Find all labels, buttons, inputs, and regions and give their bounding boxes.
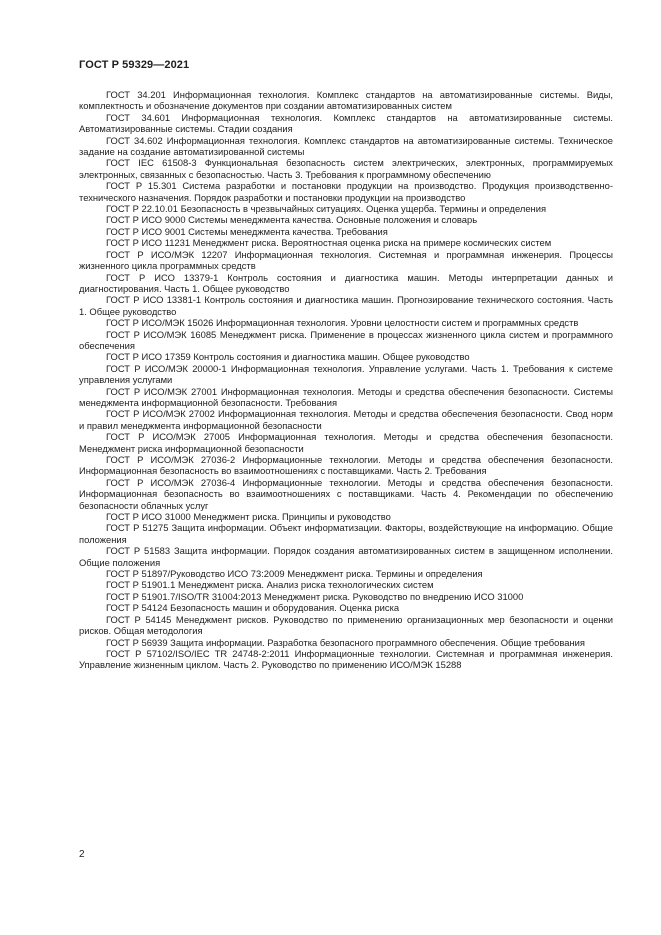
reference-entry: ГОСТ IEC 61508-3 Функциональная безопасность систем электрических, электронных, программируемых электронных, связанных с безопасностью. Часть 3. Требования к программному обеспечению xyxy=(79,157,613,180)
standard-designation: ГОСТ Р 59329—2021 xyxy=(79,59,190,71)
reference-entry: ГОСТ Р ИСО/МЭК 27036-2 Информационные технологии. Методы и средства обеспечения безопасности. Информационная безопасность во взаимоотношениях с поставщиками. Часть 2. Требования xyxy=(79,454,613,477)
reference-entry: ГОСТ 34.201 Информационная технология. Комплекс стандартов на автоматизированные системы. Виды, комплектность и обозначение документов при создании автоматизированных систем xyxy=(79,89,613,112)
reference-entry: ГОСТ Р ИСО 31000 Менеджмент риска. Принципы и руководство xyxy=(106,511,391,523)
reference-entry: ГОСТ Р ИСО 9000 Системы менеджмента качества. Основные положения и словарь xyxy=(106,214,478,226)
reference-entry: ГОСТ Р ИСО/МЭК 16085 Менеджмент риска. Применение в процессах жизненного цикла систем и программного обеспечения xyxy=(79,328,613,351)
reference-entry: ГОСТ Р 15.301 Система разработки и постановки продукции на производство. Продукция производственно-технического назначения. Порядок разработки и постановки продукции на производство xyxy=(79,180,613,203)
reference-entry: ГОСТ Р ИСО 13381-1 Контроль состояния и диагностика машин. Прогнозирование технического состояния. Часть 1. Общее руководство xyxy=(79,294,613,317)
reference-entry: ГОСТ Р ИСО/МЭК 12207 Информационная технология. Системная и программная инженерия. Процессы жизненного цикла программных средств xyxy=(79,248,613,272)
reference-entry: ГОСТ Р 51897/Руководство ИСО 73:2009 Менеджмент риска. Термины и определения xyxy=(106,568,483,580)
reference-entry: ГОСТ 34.601 Информационная технология. Комплекс стандартов на автоматизированные системы. Автоматизированные системы. Стадии создания xyxy=(79,111,613,135)
reference-entry: ГОСТ Р 51901.7/ISO/TR 31004:2013 Менеджмент риска. Руководство по внедрению ИСО 31000 xyxy=(106,590,524,602)
reference-entry: ГОСТ Р 54145 Менеджмент рисков. Руководство по применению организационных мер безопасности и оценки рисков. Общая методология xyxy=(79,613,613,637)
reference-entry: ГОСТ Р 51901.1 Менеджмент риска. Анализ риска технологических систем xyxy=(106,579,434,591)
reference-entry: ГОСТ Р ИСО/МЭК 20000-1 Информационная технология. Управление услугами. Часть 1. Требования к системе управления услугами xyxy=(79,362,613,386)
reference-entry: ГОСТ Р ИСО/МЭК 27002 Информационная технология. Методы и средства обеспечения безопасности. Свод норм и правил менеджмента информационной безопасности xyxy=(79,408,613,431)
normative-references-list xyxy=(79,89,613,671)
reference-entry: ГОСТ Р ИСО/МЭК 27005 Информационная технология. Методы и средства обеспечения безопасности. Менеджмент риска информационной безопасности xyxy=(79,431,613,454)
reference-entry: ГОСТ 34.602 Информационная технология. Комплекс стандартов на автоматизированные системы. Техническое задание на создание автоматизированной системы xyxy=(79,134,613,158)
reference-entry: ГОСТ Р 51583 Защита информации. Порядок создания автоматизированных систем в защищенном исполнении. Общие положения xyxy=(79,545,613,568)
reference-entry: ГОСТ Р ИСО/МЭК 27036-4 Информационные технологии. Методы и средства обеспечения безопасности. Информационная безопасность во взаимоотношениях с поставщиками. Часть 4. Рекомендации по обеспечению безопасности облачных услуг xyxy=(79,476,613,511)
page-number: 2 xyxy=(79,849,85,860)
reference-entry: ГОСТ Р 57102/ISO/IEC TR 24748-2:2011 Информационные технологии. Системная и программная инженерия. Управление жизненным циклом. Часть 2. Руководство по применению ИСО/МЭК 15288 xyxy=(79,647,613,671)
reference-entry: ГОСТ Р ИСО 17359 Контроль состояния и диагностика машин. Общее руководство xyxy=(106,351,470,363)
reference-entry: ГОСТ Р 51275 Защита информации. Объект информатизации. Факторы, воздействующие на информацию. Общие положения xyxy=(79,522,613,545)
reference-entry: ГОСТ Р 54124 Безопасность машин и оборудования. Оценка риска xyxy=(106,602,400,614)
reference-entry: ГОСТ Р ИСО 13379-1 Контроль состояния и диагностика машин. Методы интерпретации данных и диагностирования. Часть 1. Общее руководство xyxy=(79,271,613,294)
reference-entry: ГОСТ Р 56939 Защита информации. Разработка безопасного программного обеспечения. Общие требования xyxy=(106,636,585,648)
reference-entry: ГОСТ Р ИСО/МЭК 15026 Информационная технология. Уровни целостности систем и программных средств xyxy=(106,317,579,329)
reference-entry: ГОСТ Р ИСО 11231 Менеджмент риска. Вероятностная оценка риска на примере космических систем xyxy=(106,237,552,249)
reference-entry: ГОСТ Р ИСО 9001 Системы менеджмента качества. Требования xyxy=(106,225,388,237)
reference-entry: ГОСТ Р ИСО/МЭК 27001 Информационная технология. Методы и средства обеспечения безопасности. Системы менеджмента информационной безопасности. Требования xyxy=(79,385,613,408)
reference-entry: ГОСТ Р 22.10.01 Безопасность в чрезвычайных ситуациях. Оценка ущерба. Термины и определения xyxy=(106,203,547,215)
